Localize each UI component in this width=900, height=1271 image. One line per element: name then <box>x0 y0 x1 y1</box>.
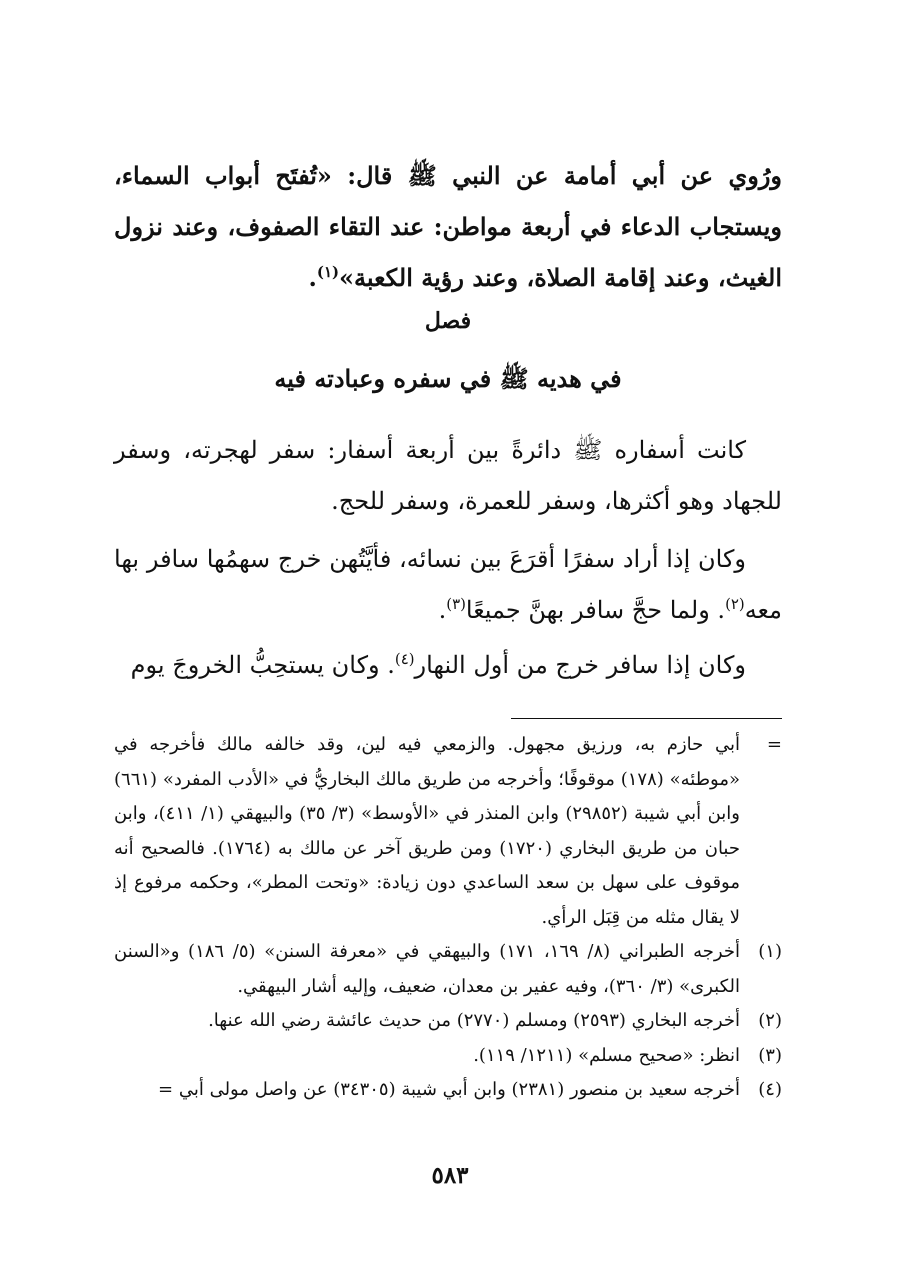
footnote-divider <box>511 718 782 719</box>
footnote-marker: (٤) <box>758 1079 782 1100</box>
footnote-1 <box>114 935 782 1004</box>
footnote-marker: = <box>766 734 782 755</box>
footnote-marker: (١) <box>758 941 782 962</box>
page-number: ٥٨٣ <box>431 1162 469 1189</box>
body-paragraph-2 <box>114 534 782 636</box>
paragraph-2-text-a: وكان إذا أراد سفرًا أقرَعَ بين نسائه، فأيَّتُهن خرج سهمُها سافر بها معه <box>114 545 782 624</box>
section-heading: فصل <box>424 308 472 334</box>
footnote-ref-2: (٢) <box>725 595 745 613</box>
paragraph-3-text-b: . وكان يستحِبُّ الخروجَ يوم <box>130 651 395 679</box>
footnote-text: أبي حازم به، ورزيق مجهول. والزمعي فيه لين، وقد خالفه مالك فأخرجه في «موطئه» (١٧٨) موقوفًا؛ وأخرجه من طريق مالك البخاريُّ في «الأدب المفرد» (٦٦١) وابن أبي شيبة (٢٩٨٥٢) وابن المنذر في «الأوسط» (٣/ ٣٥) والبيهقي (١/ ٤١١)، وابن حبان من طريق البخاري (١٧٢٠) ومن طريق آخر عن مالك به (١٧٦٤). فالصحيح أنه موقوف على سهل بن سعد الساعدي دون زيادة: «وتحت المطر»، وحكمه مرفوع إذ لا يقال مثله من قِبَل الرأي. <box>114 734 740 928</box>
hadith-end-punct: . <box>308 263 317 292</box>
hadith-text: ورُوي عن أبي أمامة عن النبي ﷺ قال: «تُفتَح أبواب السماء، ويستجاب الدعاء في أربعة مواطن: عند التقاء الصفوف، وعند نزول الغيث، وعند إقامة الصلاة، وعند رؤية الكعبة» <box>114 161 782 292</box>
footnote-2 <box>114 1004 782 1039</box>
footnote-text: أخرجه البخاري (٢٥٩٣) ومسلم (٢٧٧٠) من حديث عائشة رضي الله عنها. <box>208 1010 740 1031</box>
paragraph-1-text: كانت أسفاره ﷺ دائرةً بين أربعة أسفار: سفر لهجرته، وسفر للجهاد وهو أكثرها، وسفر للعمرة، وسفر للحج. <box>114 436 782 515</box>
body-paragraph-1 <box>114 425 782 527</box>
footnote-4 <box>114 1073 782 1108</box>
footnote-ref-3: (٣) <box>446 595 466 613</box>
footnote-marker: (٣) <box>758 1044 782 1066</box>
footnote-marker: (٢) <box>758 1010 782 1031</box>
footnote-text: أخرجه الطبراني (٨/ ١٦٩، ١٧١) والبيهقي في «معرفة السنن» (٥/ ١٨٦) و«السنن الكبرى» (٣/ ٣٦٠)، وفيه عفير بن معدان، ضعيف، وإليه أشار البيهقي. <box>114 941 740 997</box>
paragraph-2-text-b: . ولما حجَّ سافر بهنَّ جميعًا <box>465 596 726 624</box>
footnotes-section <box>114 728 782 1108</box>
section-subheading: في هديه ﷺ في سفره وعبادته فيه <box>274 364 622 393</box>
footnote-ref-4: (٤) <box>394 650 415 668</box>
paragraph-2-end-punct: . <box>438 596 447 624</box>
footnote-text: أخرجه سعيد بن منصور (٢٣٨١) وابن أبي شيبة (٣٤٣٠٥) عن واصل مولى أبي = <box>158 1079 740 1100</box>
footnote-text: انظر: «صحيح مسلم» (١٢١١/ ١١٩). <box>473 1044 740 1066</box>
paragraph-3-text-a: وكان إذا سافر خرج من أول النهار <box>414 651 746 679</box>
hadith-paragraph <box>114 150 782 303</box>
footnote-ref-1: (١) <box>316 263 339 281</box>
footnote-continuation <box>114 728 782 935</box>
body-paragraph-3 <box>114 640 782 691</box>
footnote-3 <box>114 1039 782 1074</box>
